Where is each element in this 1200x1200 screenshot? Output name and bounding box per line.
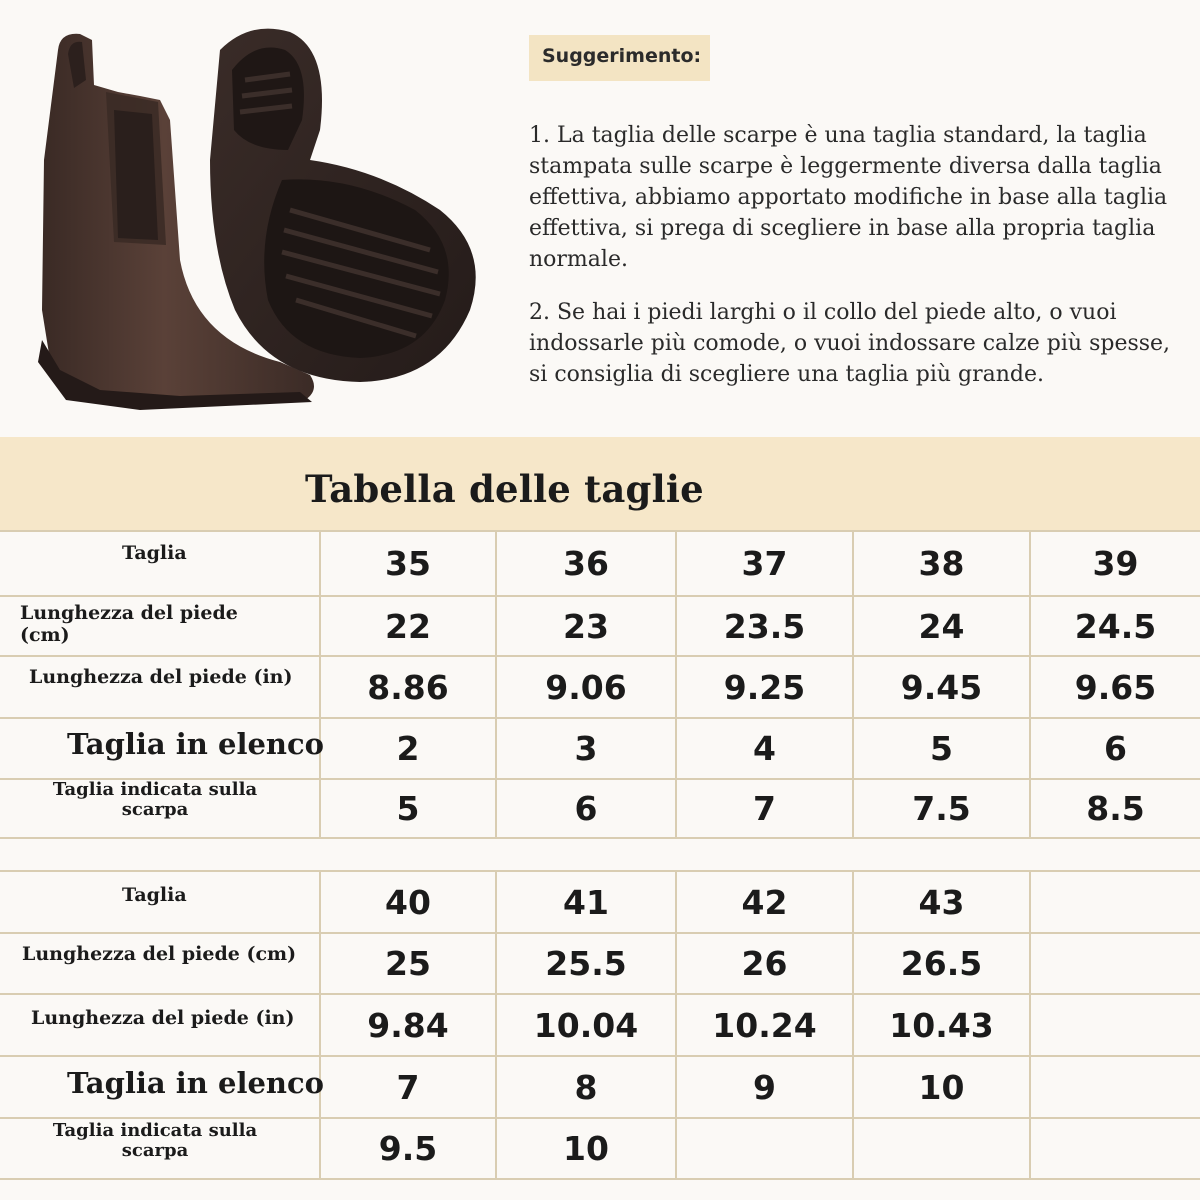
label-listed-size: Taglia in elenco: [67, 1066, 324, 1100]
tip-paragraph-2: 2. Se hai i piedi larghi o il collo del piede alto, o vuoi indossarle più comode, o vuoi indossare calze più spesse, si consiglia di scegliere una taglia più grande.: [529, 300, 1171, 387]
cell-printed: 8.5: [1086, 789, 1145, 828]
cell-foot-in: 9.45: [900, 667, 983, 707]
cell-printed: 5: [396, 789, 420, 828]
size-table-part-1: [0, 530, 1200, 840]
label-size: Taglia: [122, 542, 187, 564]
cell-size: 41: [563, 882, 609, 922]
cell-foot-cm: 26: [741, 944, 788, 983]
cell-listed: 5: [930, 729, 953, 768]
cell-foot-cm: 23.5: [723, 606, 806, 646]
cell-foot-in: 9.84: [367, 1005, 449, 1045]
cell-listed: [1031, 1057, 1200, 1117]
top-section: [0, 0, 1200, 437]
label-foot-cm: Lunghezza del piede (cm): [22, 943, 297, 965]
cell-foot-in: 9.06: [545, 667, 627, 707]
cell-listed: 3: [574, 729, 598, 768]
size-table-part-2: [0, 870, 1200, 1190]
cell-foot-in: [1031, 995, 1200, 1055]
cell-foot-cm: 22: [385, 606, 431, 646]
cell-size: 35: [385, 544, 431, 583]
cell-foot-in: 9.25: [723, 667, 806, 707]
label-printed-size: Taglia indicata sulla scarpa: [52, 1120, 258, 1161]
cell-size: 40: [385, 882, 431, 922]
cell-foot-cm: [1031, 934, 1200, 993]
boot-sole: [210, 29, 476, 382]
label-printed-size: Taglia indicata sulla scarpa: [52, 779, 258, 820]
cell-printed: 7.5: [912, 789, 971, 828]
label-foot-in: Lunghezza del piede (in): [29, 666, 293, 688]
cell-foot-in: 10.04: [533, 1005, 639, 1045]
cell-listed: 9: [753, 1067, 776, 1107]
cell-size: 36: [563, 544, 609, 583]
tip-heading: Suggerimento:: [529, 35, 710, 81]
cell-foot-in: 9.65: [1074, 667, 1157, 707]
cell-listed: 4: [753, 729, 776, 768]
cell-size: 37: [741, 544, 788, 583]
cell-size: 42: [741, 882, 788, 922]
cell-size: 39: [1092, 544, 1139, 583]
cell-foot-in: 10.24: [712, 1005, 817, 1045]
cell-size: 43: [918, 882, 965, 922]
cell-foot-in: 10.43: [889, 1005, 994, 1045]
cell-listed: 7: [396, 1067, 420, 1107]
cell-foot-cm: 26.5: [900, 944, 983, 983]
cell-printed: 9.5: [378, 1129, 438, 1168]
cell-printed: 10: [563, 1129, 609, 1168]
cell-foot-cm: 25.5: [545, 944, 627, 983]
label-foot-in: Lunghezza del piede (in): [31, 1007, 295, 1029]
cell-size: [1031, 872, 1200, 932]
cell-foot-cm: 25: [385, 944, 431, 983]
cell-listed: 6: [1104, 729, 1127, 768]
tip-paragraph-1: 1. La taglia delle scarpe è una taglia standard, la taglia stampata sulle scarpe è leggermente diversa dalla taglia effettiva, abbiamo apportato modifiche in base alla taglia effettiva, si prega di scegliere in base alla propria taglia normale.: [529, 123, 1168, 272]
cell-foot-cm: 24: [918, 606, 965, 646]
size-chart-title: Tabella delle taglie: [305, 467, 704, 511]
cell-size: 38: [918, 544, 965, 583]
cell-foot-cm: 23: [563, 606, 609, 646]
boots-photo: [20, 10, 490, 420]
tip-text: [529, 120, 1194, 412]
cell-printed: [854, 1119, 1029, 1178]
cell-foot-in: 8.86: [367, 667, 449, 707]
cell-printed: [677, 1119, 852, 1178]
cell-printed: [1031, 1119, 1200, 1178]
cell-printed: 7: [753, 789, 776, 828]
label-foot-cm: Lunghezza del piede (cm): [20, 602, 238, 646]
cell-listed: 2: [396, 729, 420, 768]
cell-printed: 6: [574, 789, 598, 828]
cell-listed: 8: [574, 1067, 598, 1107]
label-listed-size: Taglia in elenco: [67, 727, 324, 761]
label-size: Taglia: [122, 884, 187, 906]
cell-foot-cm: 24.5: [1074, 606, 1157, 646]
cell-listed: 10: [918, 1067, 965, 1107]
